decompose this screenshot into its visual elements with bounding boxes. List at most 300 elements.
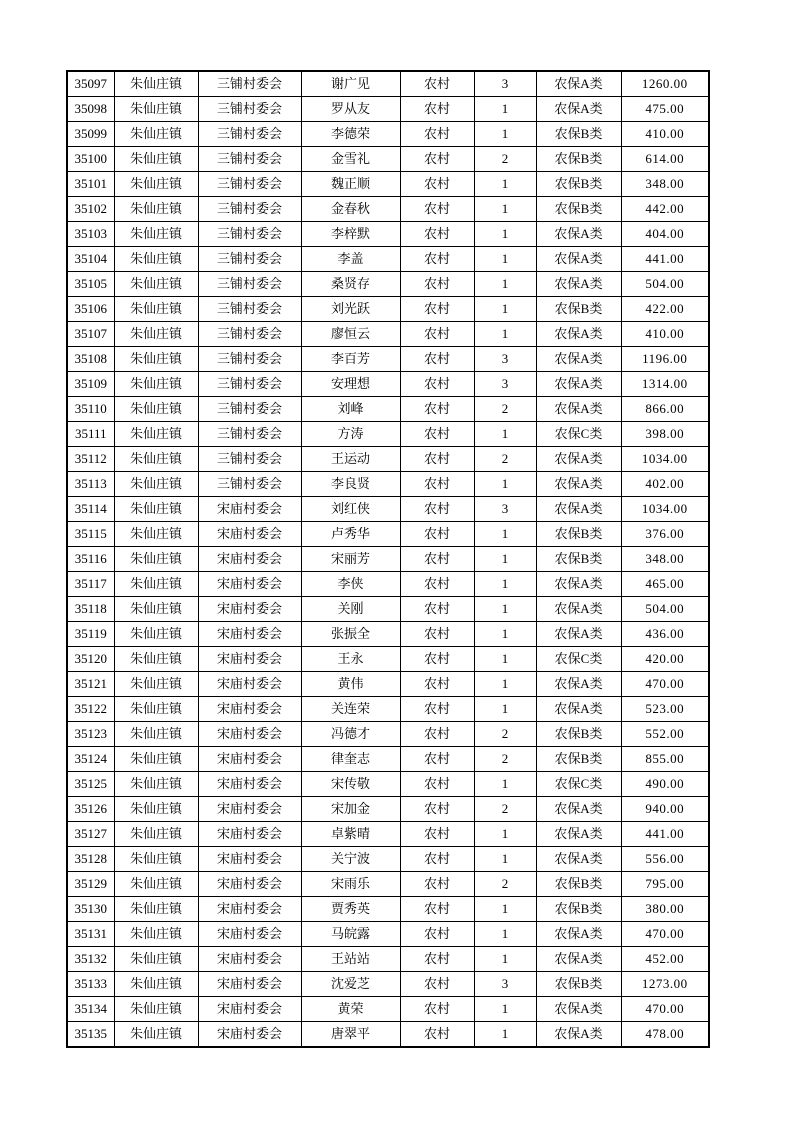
table-row — [67, 197, 709, 222]
cell-insurance-category: 农保B类 — [536, 172, 621, 197]
cell-insurance-category: 农保B类 — [536, 872, 621, 897]
cell-village-committee: 宋庙村委会 — [198, 997, 301, 1022]
cell-count: 1 — [474, 1022, 536, 1048]
cell-amount: 470.00 — [621, 672, 709, 697]
cell-village-committee: 三铺村委会 — [198, 97, 301, 122]
cell-person-name: 李百芳 — [301, 347, 400, 372]
cell-town: 朱仙庄镇 — [114, 71, 198, 97]
cell-town: 朱仙庄镇 — [114, 822, 198, 847]
cell-serial-no: 35108 — [67, 347, 114, 372]
cell-count: 2 — [474, 747, 536, 772]
cell-amount: 552.00 — [621, 722, 709, 747]
cell-village-committee: 宋庙村委会 — [198, 822, 301, 847]
cell-village-committee: 三铺村委会 — [198, 472, 301, 497]
records-table-body — [67, 71, 709, 1047]
cell-serial-no: 35119 — [67, 622, 114, 647]
cell-village-committee: 三铺村委会 — [198, 147, 301, 172]
cell-insurance-category: 农保B类 — [536, 972, 621, 997]
cell-count: 1 — [474, 222, 536, 247]
cell-insurance-category: 农保A类 — [536, 272, 621, 297]
table-row — [67, 997, 709, 1022]
cell-village-committee: 三铺村委会 — [198, 297, 301, 322]
cell-serial-no: 35111 — [67, 422, 114, 447]
cell-village-committee: 宋庙村委会 — [198, 572, 301, 597]
cell-person-name: 李侠 — [301, 572, 400, 597]
cell-person-name: 廖恒云 — [301, 322, 400, 347]
cell-insurance-category: 农保B类 — [536, 297, 621, 322]
cell-residence-type: 农村 — [400, 347, 474, 372]
cell-serial-no: 35120 — [67, 647, 114, 672]
cell-village-committee: 宋庙村委会 — [198, 672, 301, 697]
cell-amount: 1034.00 — [621, 497, 709, 522]
cell-village-committee: 宋庙村委会 — [198, 497, 301, 522]
cell-person-name: 李梓默 — [301, 222, 400, 247]
cell-count: 3 — [474, 347, 536, 372]
cell-amount: 398.00 — [621, 422, 709, 447]
cell-serial-no: 35124 — [67, 747, 114, 772]
cell-town: 朱仙庄镇 — [114, 497, 198, 522]
cell-town: 朱仙庄镇 — [114, 847, 198, 872]
cell-residence-type: 农村 — [400, 997, 474, 1022]
cell-person-name: 安理想 — [301, 372, 400, 397]
cell-person-name: 桑贤存 — [301, 272, 400, 297]
cell-person-name: 王永 — [301, 647, 400, 672]
cell-residence-type: 农村 — [400, 497, 474, 522]
cell-insurance-category: 农保B类 — [536, 147, 621, 172]
cell-person-name: 沈爱芝 — [301, 972, 400, 997]
cell-amount: 348.00 — [621, 547, 709, 572]
cell-person-name: 刘光跃 — [301, 297, 400, 322]
cell-count: 1 — [474, 672, 536, 697]
cell-amount: 348.00 — [621, 172, 709, 197]
cell-amount: 475.00 — [621, 97, 709, 122]
cell-insurance-category: 农保C类 — [536, 772, 621, 797]
cell-insurance-category: 农保C类 — [536, 647, 621, 672]
cell-insurance-category: 农保A类 — [536, 97, 621, 122]
cell-town: 朱仙庄镇 — [114, 97, 198, 122]
table-row — [67, 397, 709, 422]
cell-residence-type: 农村 — [400, 1022, 474, 1048]
cell-residence-type: 农村 — [400, 872, 474, 897]
cell-serial-no: 35135 — [67, 1022, 114, 1048]
cell-insurance-category: 农保B类 — [536, 547, 621, 572]
cell-amount: 470.00 — [621, 922, 709, 947]
cell-town: 朱仙庄镇 — [114, 722, 198, 747]
cell-count: 2 — [474, 397, 536, 422]
cell-village-committee: 三铺村委会 — [198, 122, 301, 147]
cell-person-name: 王站站 — [301, 947, 400, 972]
cell-person-name: 宋加金 — [301, 797, 400, 822]
cell-amount: 940.00 — [621, 797, 709, 822]
cell-town: 朱仙庄镇 — [114, 797, 198, 822]
table-row — [67, 297, 709, 322]
cell-village-committee: 宋庙村委会 — [198, 772, 301, 797]
cell-amount: 441.00 — [621, 247, 709, 272]
cell-residence-type: 农村 — [400, 272, 474, 297]
cell-village-committee: 宋庙村委会 — [198, 922, 301, 947]
cell-town: 朱仙庄镇 — [114, 347, 198, 372]
table-row — [67, 422, 709, 447]
cell-town: 朱仙庄镇 — [114, 922, 198, 947]
cell-person-name: 金雪礼 — [301, 147, 400, 172]
cell-serial-no: 35104 — [67, 247, 114, 272]
cell-town: 朱仙庄镇 — [114, 647, 198, 672]
cell-person-name: 黄荣 — [301, 997, 400, 1022]
cell-town: 朱仙庄镇 — [114, 1022, 198, 1048]
cell-town: 朱仙庄镇 — [114, 422, 198, 447]
cell-serial-no: 35116 — [67, 547, 114, 572]
table-row — [67, 922, 709, 947]
cell-village-committee: 宋庙村委会 — [198, 697, 301, 722]
cell-residence-type: 农村 — [400, 522, 474, 547]
cell-person-name: 李德荣 — [301, 122, 400, 147]
cell-serial-no: 35133 — [67, 972, 114, 997]
cell-serial-no: 35105 — [67, 272, 114, 297]
cell-residence-type: 农村 — [400, 597, 474, 622]
cell-insurance-category: 农保A类 — [536, 847, 621, 872]
cell-insurance-category: 农保A类 — [536, 572, 621, 597]
cell-person-name: 关连荣 — [301, 697, 400, 722]
cell-person-name: 宋丽芳 — [301, 547, 400, 572]
cell-amount: 795.00 — [621, 872, 709, 897]
table-row — [67, 247, 709, 272]
records-table — [66, 70, 710, 1048]
cell-serial-no: 35109 — [67, 372, 114, 397]
cell-residence-type: 农村 — [400, 697, 474, 722]
cell-serial-no: 35103 — [67, 222, 114, 247]
cell-person-name: 张振全 — [301, 622, 400, 647]
cell-amount: 855.00 — [621, 747, 709, 772]
cell-insurance-category: 农保A类 — [536, 997, 621, 1022]
cell-village-committee: 三铺村委会 — [198, 322, 301, 347]
cell-serial-no: 35122 — [67, 697, 114, 722]
cell-town: 朱仙庄镇 — [114, 947, 198, 972]
cell-amount: 410.00 — [621, 322, 709, 347]
cell-insurance-category: 农保A类 — [536, 497, 621, 522]
cell-count: 3 — [474, 497, 536, 522]
cell-insurance-category: 农保B类 — [536, 747, 621, 772]
cell-count: 1 — [474, 422, 536, 447]
cell-town: 朱仙庄镇 — [114, 972, 198, 997]
cell-residence-type: 农村 — [400, 572, 474, 597]
cell-insurance-category: 农保A类 — [536, 797, 621, 822]
cell-residence-type: 农村 — [400, 647, 474, 672]
cell-insurance-category: 农保A类 — [536, 597, 621, 622]
cell-village-committee: 宋庙村委会 — [198, 847, 301, 872]
cell-serial-no: 35102 — [67, 197, 114, 222]
cell-village-committee: 三铺村委会 — [198, 372, 301, 397]
cell-amount: 556.00 — [621, 847, 709, 872]
cell-serial-no: 35117 — [67, 572, 114, 597]
cell-person-name: 黄伟 — [301, 672, 400, 697]
cell-village-committee: 宋庙村委会 — [198, 872, 301, 897]
cell-town: 朱仙庄镇 — [114, 547, 198, 572]
cell-amount: 442.00 — [621, 197, 709, 222]
cell-amount: 866.00 — [621, 397, 709, 422]
cell-residence-type: 农村 — [400, 197, 474, 222]
cell-amount: 441.00 — [621, 822, 709, 847]
cell-amount: 402.00 — [621, 472, 709, 497]
cell-insurance-category: 农保A类 — [536, 822, 621, 847]
cell-person-name: 魏正顺 — [301, 172, 400, 197]
cell-village-committee: 三铺村委会 — [198, 272, 301, 297]
cell-serial-no: 35126 — [67, 797, 114, 822]
cell-residence-type: 农村 — [400, 822, 474, 847]
table-row — [67, 147, 709, 172]
table-row — [67, 172, 709, 197]
cell-residence-type: 农村 — [400, 797, 474, 822]
cell-amount: 420.00 — [621, 647, 709, 672]
cell-count: 1 — [474, 997, 536, 1022]
cell-insurance-category: 农保A类 — [536, 347, 621, 372]
table-row — [67, 97, 709, 122]
cell-town: 朱仙庄镇 — [114, 472, 198, 497]
cell-insurance-category: 农保A类 — [536, 472, 621, 497]
cell-village-committee: 宋庙村委会 — [198, 522, 301, 547]
cell-town: 朱仙庄镇 — [114, 772, 198, 797]
cell-count: 1 — [474, 172, 536, 197]
cell-residence-type: 农村 — [400, 447, 474, 472]
cell-village-committee: 宋庙村委会 — [198, 897, 301, 922]
cell-village-committee: 三铺村委会 — [198, 71, 301, 97]
cell-count: 1 — [474, 272, 536, 297]
table-row — [67, 447, 709, 472]
cell-town: 朱仙庄镇 — [114, 622, 198, 647]
cell-residence-type: 农村 — [400, 122, 474, 147]
cell-village-committee: 三铺村委会 — [198, 172, 301, 197]
cell-insurance-category: 农保B类 — [536, 522, 621, 547]
cell-residence-type: 农村 — [400, 322, 474, 347]
cell-residence-type: 农村 — [400, 172, 474, 197]
cell-village-committee: 宋庙村委会 — [198, 722, 301, 747]
cell-residence-type: 农村 — [400, 222, 474, 247]
cell-serial-no: 35101 — [67, 172, 114, 197]
cell-amount: 478.00 — [621, 1022, 709, 1048]
cell-person-name: 金春秋 — [301, 197, 400, 222]
cell-person-name: 刘红侠 — [301, 497, 400, 522]
cell-town: 朱仙庄镇 — [114, 272, 198, 297]
cell-residence-type: 农村 — [400, 297, 474, 322]
cell-count: 1 — [474, 772, 536, 797]
cell-insurance-category: 农保B类 — [536, 197, 621, 222]
cell-serial-no: 35106 — [67, 297, 114, 322]
cell-serial-no: 35130 — [67, 897, 114, 922]
table-row — [67, 872, 709, 897]
cell-person-name: 宋传敬 — [301, 772, 400, 797]
cell-amount: 523.00 — [621, 697, 709, 722]
cell-town: 朱仙庄镇 — [114, 147, 198, 172]
table-row — [67, 372, 709, 397]
cell-count: 2 — [474, 722, 536, 747]
cell-town: 朱仙庄镇 — [114, 197, 198, 222]
cell-serial-no: 35107 — [67, 322, 114, 347]
cell-count: 1 — [474, 297, 536, 322]
cell-village-committee: 宋庙村委会 — [198, 797, 301, 822]
table-row — [67, 522, 709, 547]
cell-insurance-category: 农保A类 — [536, 222, 621, 247]
cell-serial-no: 35128 — [67, 847, 114, 872]
cell-residence-type: 农村 — [400, 947, 474, 972]
table-row — [67, 71, 709, 97]
cell-amount: 404.00 — [621, 222, 709, 247]
table-row — [67, 947, 709, 972]
cell-insurance-category: 农保A类 — [536, 397, 621, 422]
cell-serial-no: 35127 — [67, 822, 114, 847]
cell-residence-type: 农村 — [400, 747, 474, 772]
cell-person-name: 关宁波 — [301, 847, 400, 872]
cell-insurance-category: 农保A类 — [536, 322, 621, 347]
cell-count: 1 — [474, 697, 536, 722]
cell-amount: 1196.00 — [621, 347, 709, 372]
table-row — [67, 1022, 709, 1048]
cell-town: 朱仙庄镇 — [114, 247, 198, 272]
table-row — [67, 722, 709, 747]
cell-town: 朱仙庄镇 — [114, 997, 198, 1022]
cell-person-name: 罗从友 — [301, 97, 400, 122]
cell-town: 朱仙庄镇 — [114, 747, 198, 772]
cell-amount: 1260.00 — [621, 71, 709, 97]
table-row — [67, 622, 709, 647]
cell-village-committee: 三铺村委会 — [198, 247, 301, 272]
cell-person-name: 方涛 — [301, 422, 400, 447]
cell-count: 1 — [474, 847, 536, 872]
cell-village-committee: 三铺村委会 — [198, 397, 301, 422]
cell-person-name: 刘峰 — [301, 397, 400, 422]
cell-insurance-category: 农保A类 — [536, 922, 621, 947]
table-row — [67, 772, 709, 797]
cell-amount: 470.00 — [621, 997, 709, 1022]
cell-person-name: 谢广见 — [301, 71, 400, 97]
cell-residence-type: 农村 — [400, 722, 474, 747]
cell-serial-no: 35113 — [67, 472, 114, 497]
cell-amount: 1034.00 — [621, 447, 709, 472]
cell-serial-no: 35125 — [67, 772, 114, 797]
cell-town: 朱仙庄镇 — [114, 597, 198, 622]
cell-person-name: 律奎志 — [301, 747, 400, 772]
cell-person-name: 李盖 — [301, 247, 400, 272]
table-row — [67, 347, 709, 372]
cell-count: 1 — [474, 122, 536, 147]
table-row — [67, 972, 709, 997]
cell-insurance-category: 农保A类 — [536, 71, 621, 97]
cell-count: 2 — [474, 797, 536, 822]
cell-serial-no: 35114 — [67, 497, 114, 522]
cell-town: 朱仙庄镇 — [114, 122, 198, 147]
cell-insurance-category: 农保A类 — [536, 672, 621, 697]
cell-village-committee: 宋庙村委会 — [198, 972, 301, 997]
cell-count: 2 — [474, 872, 536, 897]
cell-serial-no: 35134 — [67, 997, 114, 1022]
cell-amount: 504.00 — [621, 597, 709, 622]
cell-residence-type: 农村 — [400, 672, 474, 697]
cell-residence-type: 农村 — [400, 847, 474, 872]
cell-person-name: 卢秀华 — [301, 522, 400, 547]
cell-amount: 1273.00 — [621, 972, 709, 997]
cell-count: 1 — [474, 322, 536, 347]
cell-person-name: 卓紫晴 — [301, 822, 400, 847]
cell-village-committee: 宋庙村委会 — [198, 597, 301, 622]
cell-person-name: 冯德才 — [301, 722, 400, 747]
cell-person-name: 马皖露 — [301, 922, 400, 947]
cell-count: 1 — [474, 922, 536, 947]
cell-residence-type: 农村 — [400, 97, 474, 122]
cell-insurance-category: 农保A类 — [536, 447, 621, 472]
cell-village-committee: 宋庙村委会 — [198, 1022, 301, 1048]
cell-serial-no: 35100 — [67, 147, 114, 172]
cell-serial-no: 35098 — [67, 97, 114, 122]
cell-residence-type: 农村 — [400, 71, 474, 97]
table-row — [67, 797, 709, 822]
cell-insurance-category: 农保C类 — [536, 422, 621, 447]
cell-town: 朱仙庄镇 — [114, 672, 198, 697]
table-row — [67, 572, 709, 597]
cell-insurance-category: 农保B类 — [536, 122, 621, 147]
cell-count: 1 — [474, 572, 536, 597]
cell-count: 1 — [474, 947, 536, 972]
table-row — [67, 672, 709, 697]
table-row — [67, 497, 709, 522]
cell-person-name: 宋雨乐 — [301, 872, 400, 897]
cell-serial-no: 35123 — [67, 722, 114, 747]
cell-count: 1 — [474, 472, 536, 497]
cell-village-committee: 宋庙村委会 — [198, 747, 301, 772]
cell-town: 朱仙庄镇 — [114, 322, 198, 347]
cell-person-name: 李良贤 — [301, 472, 400, 497]
table-row — [67, 547, 709, 572]
cell-residence-type: 农村 — [400, 247, 474, 272]
cell-serial-no: 35099 — [67, 122, 114, 147]
cell-count: 1 — [474, 97, 536, 122]
cell-insurance-category: 农保A类 — [536, 247, 621, 272]
cell-residence-type: 农村 — [400, 147, 474, 172]
cell-village-committee: 三铺村委会 — [198, 347, 301, 372]
cell-serial-no: 35131 — [67, 922, 114, 947]
cell-serial-no: 35115 — [67, 522, 114, 547]
cell-serial-no: 35112 — [67, 447, 114, 472]
table-row — [67, 272, 709, 297]
cell-person-name: 贾秀英 — [301, 897, 400, 922]
cell-town: 朱仙庄镇 — [114, 697, 198, 722]
cell-amount: 504.00 — [621, 272, 709, 297]
cell-person-name: 唐翠平 — [301, 1022, 400, 1048]
table-row — [67, 847, 709, 872]
cell-amount: 380.00 — [621, 897, 709, 922]
cell-count: 1 — [474, 522, 536, 547]
cell-residence-type: 农村 — [400, 772, 474, 797]
cell-residence-type: 农村 — [400, 897, 474, 922]
cell-town: 朱仙庄镇 — [114, 297, 198, 322]
cell-residence-type: 农村 — [400, 922, 474, 947]
cell-insurance-category: 农保A类 — [536, 947, 621, 972]
cell-amount: 490.00 — [621, 772, 709, 797]
cell-person-name: 王运动 — [301, 447, 400, 472]
cell-insurance-category: 农保A类 — [536, 1022, 621, 1048]
cell-serial-no: 35110 — [67, 397, 114, 422]
cell-insurance-category: 农保A类 — [536, 697, 621, 722]
cell-amount: 376.00 — [621, 522, 709, 547]
cell-serial-no: 35129 — [67, 872, 114, 897]
cell-town: 朱仙庄镇 — [114, 172, 198, 197]
cell-amount: 465.00 — [621, 572, 709, 597]
cell-village-committee: 三铺村委会 — [198, 447, 301, 472]
table-row — [67, 122, 709, 147]
table-row — [67, 647, 709, 672]
cell-count: 1 — [474, 822, 536, 847]
cell-village-committee: 三铺村委会 — [198, 197, 301, 222]
cell-count: 3 — [474, 372, 536, 397]
cell-count: 1 — [474, 647, 536, 672]
cell-village-committee: 宋庙村委会 — [198, 647, 301, 672]
